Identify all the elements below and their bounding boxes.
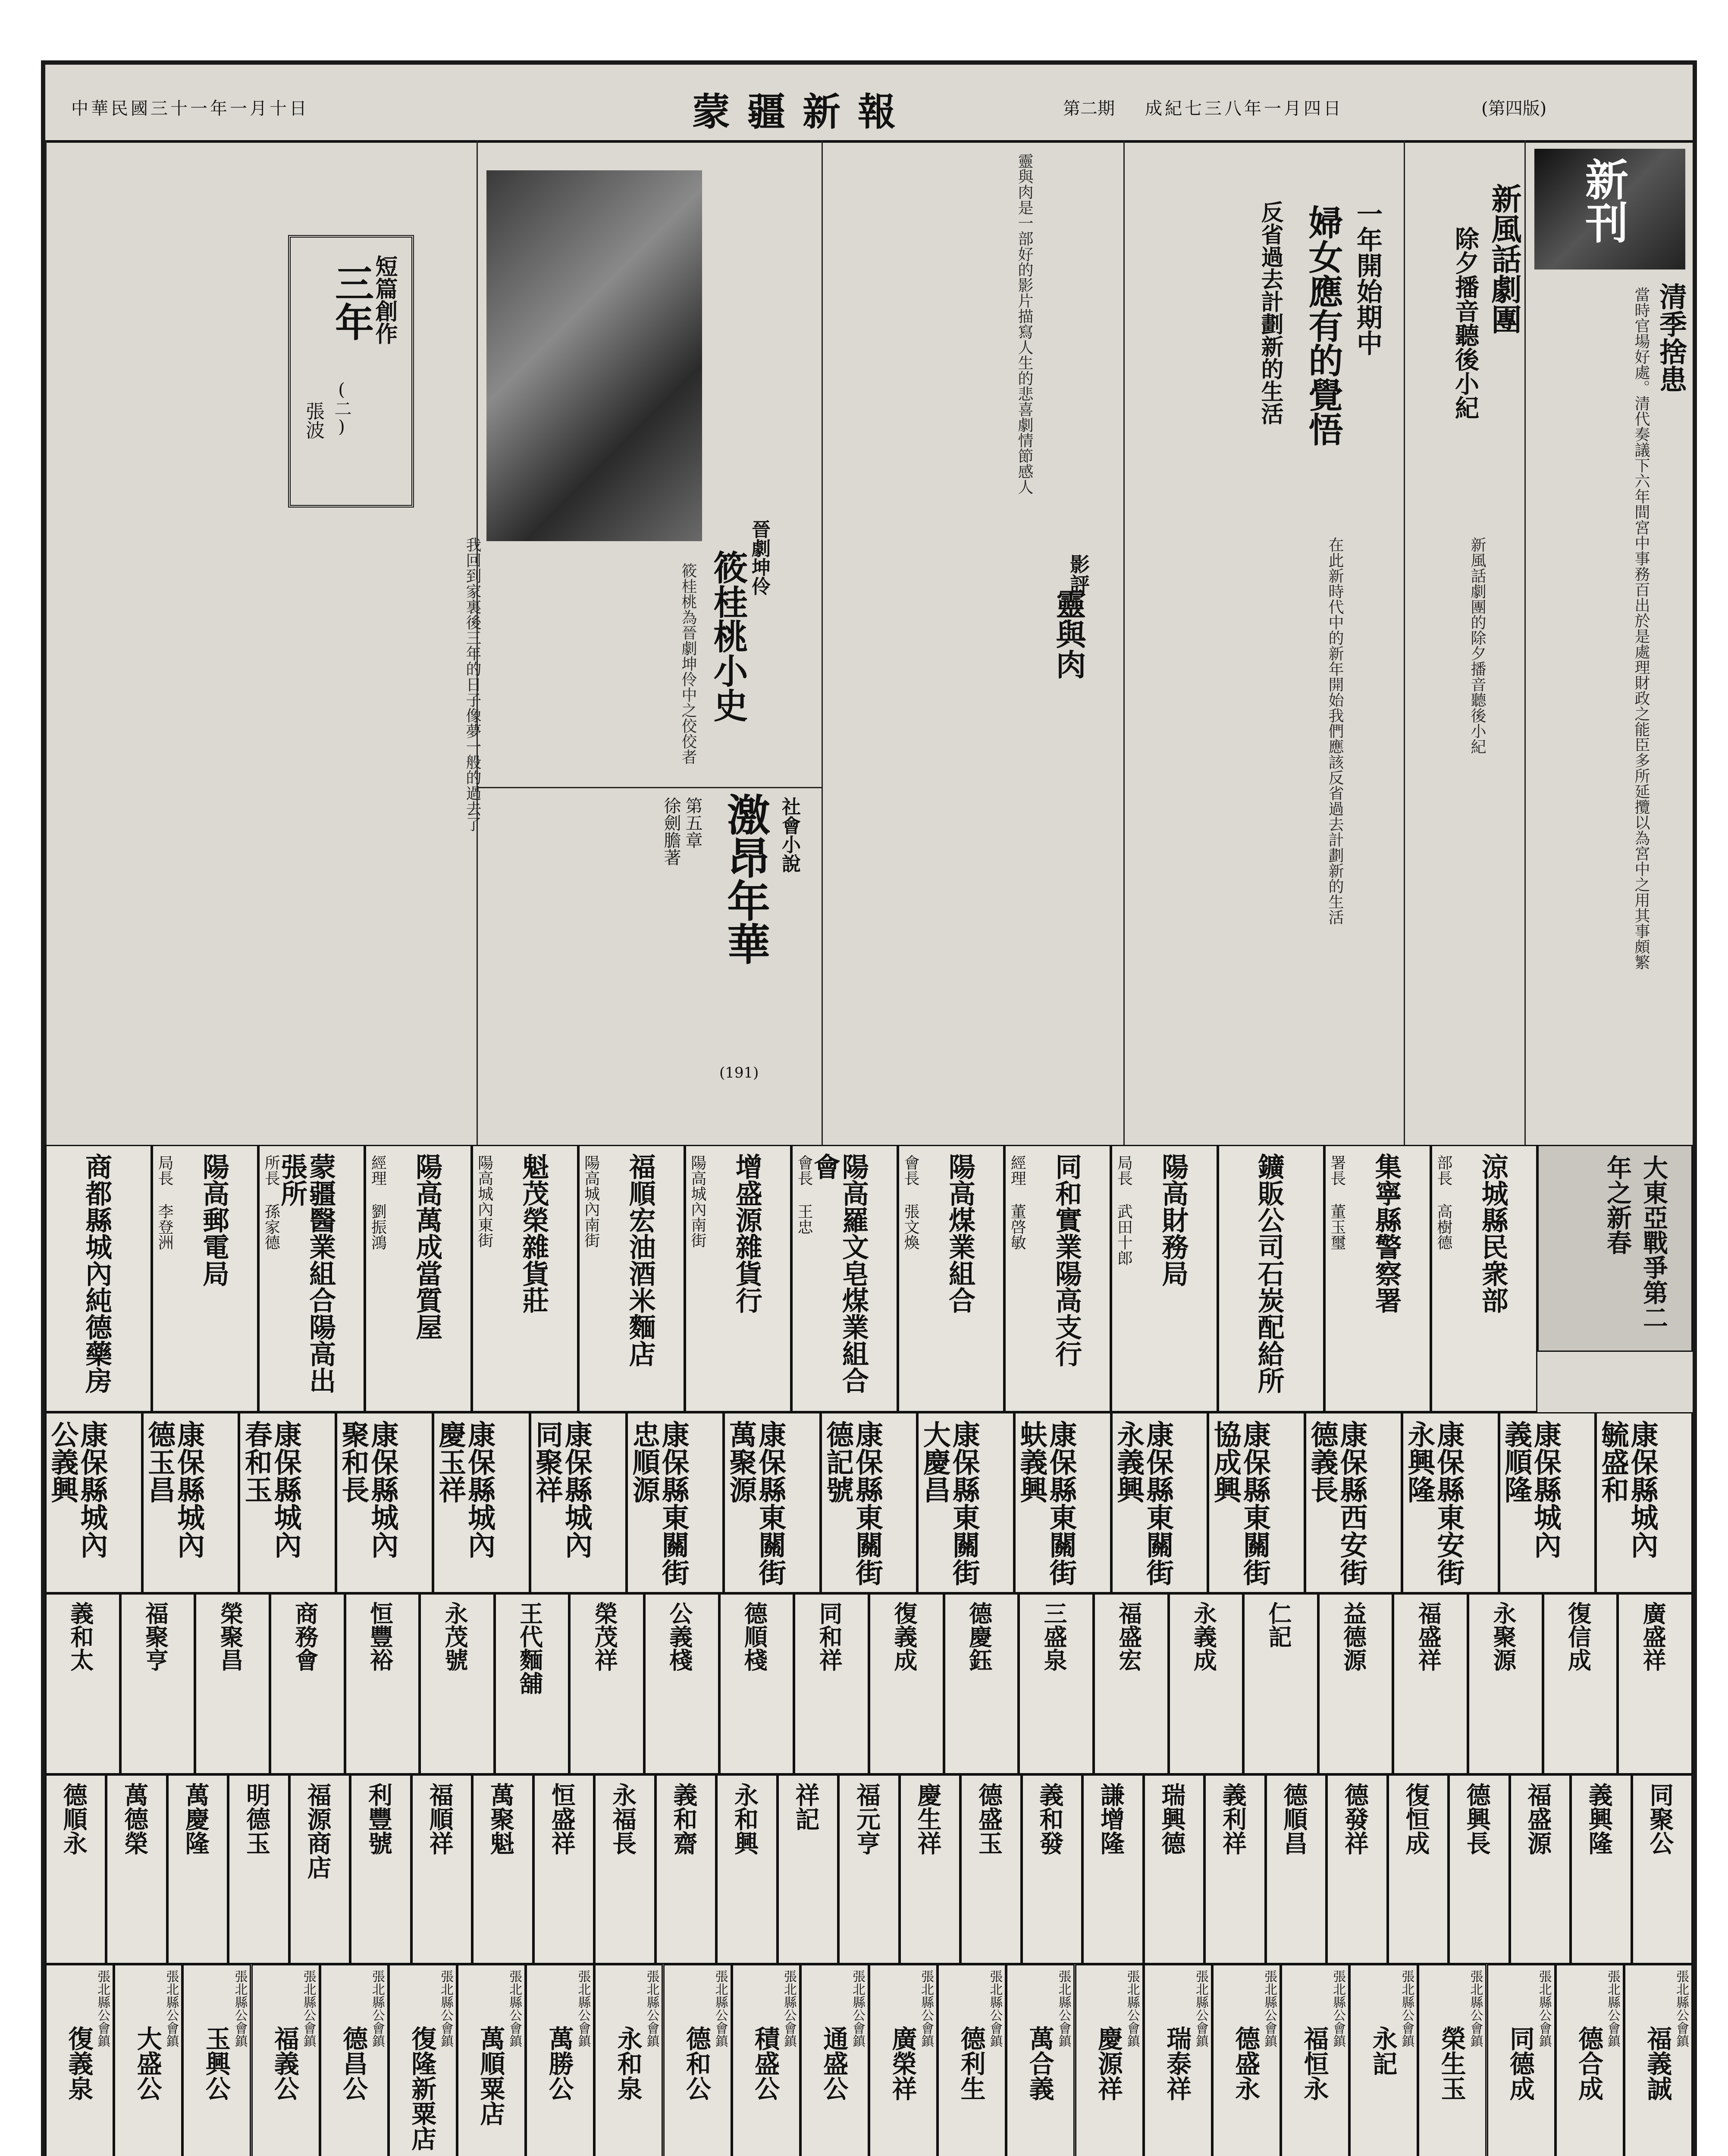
ad-prefix: 張北縣公會鎮 — [1605, 1970, 1620, 2047]
ad-cell — [1243, 1593, 1318, 1774]
ad-cell — [917, 1412, 1014, 1593]
ad-name: 德發祥 — [1340, 1783, 1369, 1855]
advertisement-section — [45, 1145, 1693, 2156]
ad-cell — [869, 1593, 944, 1774]
ad-name: 永福長 — [608, 1783, 637, 1855]
ad-cell — [1556, 1964, 1624, 2156]
ad-name: 德昌公 — [339, 2026, 368, 2101]
ad-name: 慶源祥 — [1093, 2026, 1123, 2101]
ad-cell — [106, 1774, 167, 1964]
series-subtitle: 除夕播音聽後小紀 — [1451, 226, 1480, 420]
ad-name: 福順宏油酒米麵店 — [624, 1153, 656, 1367]
ad-cell — [420, 1593, 495, 1774]
ad-name: 同德成 — [1505, 2026, 1535, 2101]
ad-cell — [791, 1145, 898, 1412]
ad-name: 義和發 — [1035, 1783, 1064, 1855]
ad-cell — [1204, 1774, 1265, 1964]
ad-cell — [594, 1774, 655, 1964]
ad-cell — [270, 1593, 345, 1774]
ad-name: 康保縣西安街 德義長 — [1306, 1420, 1368, 1586]
ad-name: 復隆新粟店 — [407, 2026, 437, 2151]
ad-cell — [167, 1774, 228, 1964]
ad-cell — [1487, 1964, 1556, 2156]
ad-cell — [960, 1774, 1021, 1964]
ad-name: 增盛源雜貨行 — [731, 1153, 763, 1313]
ad-name: 義興隆 — [1584, 1783, 1613, 1855]
ad-cell — [1111, 1145, 1217, 1412]
ad-cell — [182, 1964, 251, 2156]
story-body: 我回到家裏後三年的日子像夢一般的過去了 — [464, 537, 481, 832]
ad-cell — [433, 1412, 530, 1593]
ad-prefix: 張北縣公會鎮 — [987, 1970, 1003, 2047]
ad-row-3 — [45, 1593, 1693, 1774]
note-heading: 清季捨患 — [1655, 282, 1687, 393]
ad-cell — [1094, 1593, 1169, 1774]
ad-cell — [114, 1964, 182, 2156]
ad-cell — [1418, 1964, 1487, 2156]
actress-photo — [486, 170, 702, 541]
ad-prefix: 張北縣公會鎮 — [1330, 1970, 1346, 2047]
ad-cell — [655, 1774, 716, 1964]
novel-number: (191) — [719, 1064, 759, 1081]
ad-cell — [1324, 1145, 1431, 1412]
ad-cell — [685, 1145, 791, 1412]
ad-name: 玉興公 — [201, 2026, 231, 2101]
ad-name: 通盛公 — [819, 2026, 849, 2101]
new-year-banner-text: 大東亞戰爭第二年之新春 — [1603, 1155, 1668, 1330]
ad-name: 萬勝公 — [544, 2026, 574, 2101]
ad-name: 恒豐裕 — [366, 1601, 394, 1671]
ad-cell — [45, 1412, 142, 1593]
ad-cell — [495, 1593, 570, 1774]
ad-sub: 陽高城內東街 — [475, 1155, 493, 1248]
ad-sub: 經理 董啓敏 — [1008, 1155, 1026, 1250]
ad-prefix: 張北縣公會鎮 — [369, 1970, 385, 2047]
film-review — [822, 140, 1123, 1145]
ad-cell — [1281, 1964, 1349, 2156]
column-title: 新刊 — [1578, 157, 1629, 244]
story-box — [288, 235, 414, 508]
ad-row-1 — [45, 1145, 1537, 1412]
story-title: 三年 — [328, 263, 374, 341]
ad-name: 瑞泰祥 — [1162, 2026, 1192, 2101]
ad-prefix: 張北縣公會鎮 — [1124, 1970, 1140, 2047]
ad-cell — [1402, 1412, 1499, 1593]
ad-name: 鑛販公司石炭配給所 — [1253, 1153, 1285, 1394]
ad-cell — [120, 1593, 195, 1774]
ad-prefix: 張北縣公會鎮 — [438, 1970, 453, 2047]
ad-cell — [350, 1774, 411, 1964]
story-part: (二) — [332, 380, 351, 437]
ad-row-5 — [45, 1964, 1693, 2156]
ad-cell — [533, 1774, 594, 1964]
ad-cell — [663, 1964, 732, 2156]
ad-cell — [411, 1774, 472, 1964]
ad-name: 同聚公 — [1646, 1783, 1675, 1855]
ad-prefix: 張北縣公會鎮 — [1261, 1970, 1277, 2047]
ad-name: 德順永 — [59, 1783, 88, 1855]
ad-prefix: 張北縣公會鎮 — [644, 1970, 659, 2047]
ad-sub: 局長 李登洲 — [156, 1155, 174, 1250]
ad-cell — [1618, 1593, 1693, 1774]
ad-name: 陽高煤業組合 — [944, 1153, 976, 1313]
ad-cell — [45, 1593, 120, 1774]
ad-cell — [569, 1593, 644, 1774]
main-headline: 一年開始期中 — [1352, 201, 1383, 356]
ad-name: 復恒成 — [1402, 1783, 1430, 1855]
ad-prefix: 張北縣公會鎮 — [507, 1970, 522, 2047]
story-column — [45, 140, 481, 1145]
story-label: 短篇創作 — [371, 255, 398, 345]
ad-cell — [389, 1964, 457, 2156]
ad-name: 康保縣城內 聚和長 — [337, 1420, 399, 1558]
masthead-strip — [45, 65, 1693, 143]
ad-name: 涼城縣民衆部 — [1477, 1153, 1509, 1313]
ad-cell — [898, 1145, 1004, 1412]
ad-cell — [1624, 1964, 1693, 2156]
ad-name: 德順棧 — [740, 1601, 768, 1671]
ad-sub: 部長 高樹德 — [1434, 1155, 1452, 1250]
ad-cell — [1111, 1412, 1208, 1593]
ad-name: 福順祥 — [425, 1783, 454, 1855]
ad-name: 三盛泉 — [1040, 1601, 1068, 1671]
ad-cell — [365, 1145, 471, 1412]
ad-name: 復信成 — [1564, 1601, 1592, 1671]
novel-chapter: 第五章 — [683, 797, 702, 849]
ad-prefix: 張北縣公會鎮 — [850, 1970, 865, 2047]
ad-cell — [1218, 1145, 1324, 1412]
ad-name: 義利祥 — [1218, 1783, 1247, 1855]
ad-name: 集寧縣警察署 — [1370, 1153, 1402, 1313]
ad-cell — [320, 1964, 389, 2156]
ad-name: 萬合義 — [1025, 2026, 1054, 2101]
ad-name: 同和祥 — [815, 1601, 844, 1671]
ad-cell — [944, 1593, 1019, 1774]
ad-cell — [45, 1964, 114, 2156]
ad-name: 康保縣城內 毓盛和 — [1596, 1420, 1659, 1558]
ad-cell — [1022, 1774, 1082, 1964]
issue-number: 第二期 — [1063, 99, 1115, 119]
date-left: 中華民國三十一年一月十日 — [71, 99, 309, 119]
novel-label: 社會小說 — [778, 797, 800, 873]
ad-sub: 陽高城內南街 — [688, 1155, 706, 1248]
ad-name: 蒙疆醫業組合陽高出張所 — [276, 1153, 336, 1394]
ad-name: 福聚亨 — [141, 1601, 169, 1671]
ad-name: 康保縣城內 慶玉祥 — [434, 1420, 496, 1558]
ad-name: 義和太 — [66, 1601, 94, 1671]
ad-name: 永記 — [1368, 2026, 1398, 2076]
ad-cell — [1082, 1774, 1143, 1964]
main-kicker: 反省過去計劃新的生活 — [1257, 201, 1283, 425]
ad-cell — [526, 1964, 594, 2156]
ad-sub: 經理 劉振鴻 — [369, 1155, 387, 1250]
ad-name: 康保縣東關街 蚨義興 — [1015, 1420, 1077, 1586]
ad-cell — [1075, 1964, 1144, 2156]
ad-name: 福元亨 — [852, 1783, 881, 1855]
ad-cell — [1266, 1774, 1327, 1964]
ad-name: 永和興 — [731, 1783, 759, 1855]
edition-label: (第四版) — [1481, 99, 1547, 119]
ad-name: 謙增隆 — [1096, 1783, 1125, 1855]
drama-title: 筱桂桃小史 — [708, 550, 748, 722]
drama-heading: 晉劇坤伶 — [748, 520, 770, 595]
ad-name: 康保縣城內 公義興 — [46, 1420, 108, 1558]
ad-name: 魁茂榮雜貨莊 — [517, 1153, 549, 1313]
ad-name: 復義成 — [890, 1601, 918, 1671]
ad-cell — [778, 1774, 838, 1964]
ad-name: 公義棧 — [665, 1601, 693, 1671]
ad-sub: 局長 武田十郎 — [1115, 1155, 1133, 1266]
paper-name: 蒙疆新報 — [692, 89, 913, 134]
ad-cell — [472, 1774, 533, 1964]
ad-cell — [195, 1593, 270, 1774]
ad-name: 榮生玉 — [1436, 2026, 1466, 2101]
ad-name: 康保縣城內 同聚祥 — [530, 1420, 593, 1558]
ad-cell — [724, 1412, 821, 1593]
ad-name: 福盛宏 — [1115, 1601, 1143, 1671]
ad-name: 康保縣東關街 德記號 — [822, 1420, 883, 1586]
ad-name: 榮聚昌 — [216, 1601, 245, 1671]
ad-prefix: 張北縣公會鎮 — [1673, 1970, 1689, 2047]
ad-sub: 署長 董玉璽 — [1328, 1155, 1346, 1250]
ad-name: 恒盛祥 — [547, 1783, 576, 1855]
ad-name: 同和實業陽高支行 — [1051, 1153, 1082, 1367]
ad-sub: 陽高城內南街 — [582, 1155, 600, 1248]
ad-cell — [1144, 1774, 1204, 1964]
ad-name: 福盛祥 — [1414, 1601, 1443, 1671]
date-right: 成紀七三八年一月四日 — [1145, 99, 1343, 119]
novel-block — [478, 787, 823, 1133]
ad-cell — [239, 1412, 336, 1593]
ad-name: 康保縣東關街 永義興 — [1112, 1420, 1174, 1586]
ad-name: 德盛玉 — [974, 1783, 1003, 1855]
ad-cell — [578, 1145, 685, 1412]
ad-prefix: 張北縣公會鎮 — [1468, 1970, 1483, 2047]
ad-cell — [258, 1145, 365, 1412]
ad-cell — [938, 1964, 1006, 2156]
ad-sub: 所長 孫家德 — [262, 1155, 280, 1250]
ad-name: 瑞興德 — [1157, 1783, 1186, 1855]
main-headline2: 婦女應有的覺悟 — [1303, 205, 1343, 446]
ad-prefix: 張北縣公會鎮 — [95, 1970, 110, 2047]
ad-cell — [594, 1964, 663, 2156]
ad-prefix: 張北縣公會鎮 — [919, 1970, 934, 2047]
ad-name: 德利生 — [956, 2026, 986, 2101]
ad-cell — [1006, 1964, 1075, 2156]
ad-name: 永茂號 — [441, 1601, 469, 1671]
ad-cell — [1305, 1412, 1402, 1593]
ad-name: 陽高財務局 — [1157, 1153, 1189, 1287]
ad-name: 康保縣東關街 忠順源 — [627, 1420, 690, 1586]
ad-cell — [1571, 1774, 1631, 1964]
ad-cell — [45, 1145, 152, 1412]
ad-cell — [1014, 1412, 1111, 1593]
drama-body: 筱桂桃為晉劇坤伶中之佼佼者 — [679, 563, 697, 765]
ad-name: 永聚源 — [1489, 1601, 1517, 1671]
ad-cell — [1212, 1964, 1281, 2156]
new-year-banner — [1537, 1145, 1693, 1352]
ad-name: 萬慶隆 — [181, 1783, 210, 1855]
ad-cell — [1144, 1964, 1212, 2156]
ad-cell — [644, 1593, 719, 1774]
main-article — [1123, 140, 1404, 1145]
ad-cell — [869, 1964, 938, 2156]
ad-name: 福源商店 — [303, 1783, 332, 1879]
ad-name: 大盛公 — [132, 2026, 162, 2101]
ad-cell — [719, 1593, 794, 1774]
ad-name: 利豐號 — [364, 1783, 393, 1855]
ad-name: 義和齋 — [669, 1783, 698, 1855]
series-body: 新風話劇團的除夕播音聽後小紀 — [1468, 537, 1486, 754]
ad-name: 福義誠 — [1643, 2026, 1672, 2101]
story-author: 張波 — [302, 401, 324, 439]
ad-name: 王代麵舖 — [516, 1601, 544, 1695]
ad-name: 德順昌 — [1280, 1783, 1308, 1855]
ad-cell — [800, 1964, 869, 2156]
ad-cell — [716, 1774, 777, 1964]
ad-name: 陽高羅文皂煤業組合會 — [809, 1153, 869, 1394]
ad-cell — [1169, 1593, 1244, 1774]
ad-name: 仁記 — [1264, 1601, 1292, 1648]
ad-cell — [228, 1774, 289, 1964]
ad-cell — [1543, 1593, 1618, 1774]
ad-name: 康保縣城內 義順隆 — [1499, 1420, 1562, 1558]
ad-cell — [1431, 1145, 1537, 1412]
ad-name: 康保縣東關街 萬聚源 — [724, 1420, 787, 1586]
ad-name: 廣盛祥 — [1639, 1601, 1667, 1671]
ad-name: 德盛永 — [1231, 2026, 1261, 2101]
ad-name: 德興長 — [1462, 1783, 1491, 1855]
drama-column — [477, 140, 822, 1145]
ad-name: 萬德榮 — [120, 1783, 149, 1855]
ad-name: 廣榮祥 — [888, 2026, 917, 2101]
ad-name: 福盛源 — [1524, 1783, 1552, 1855]
ad-prefix: 張北縣公會鎮 — [1056, 1970, 1071, 2047]
newspaper-page — [41, 60, 1697, 2156]
ad-cell — [1349, 1964, 1418, 2156]
ad-name: 康保縣城內 德玉昌 — [143, 1420, 205, 1558]
editorial-section — [45, 140, 1693, 1148]
ad-prefix: 張北縣公會鎮 — [301, 1970, 316, 2047]
ad-cell — [900, 1774, 960, 1964]
ad-cell — [1449, 1774, 1509, 1964]
ad-cell — [1004, 1145, 1111, 1412]
series-title: 新風話劇團 — [1487, 183, 1522, 334]
note-body: 當時官場好處。清代奏議下六年間宮中事務百出於是處理財政之能臣多所延攬以為宮中之用其事頗繁 — [1632, 287, 1650, 970]
ad-prefix: 張北縣公會鎮 — [1536, 1970, 1552, 2047]
ad-cell — [345, 1593, 420, 1774]
ad-prefix: 張北縣公會鎮 — [781, 1970, 797, 2047]
ad-prefix: 張北縣公會鎮 — [1399, 1970, 1414, 2047]
ad-cell — [1510, 1774, 1571, 1964]
ad-name: 康保縣城內 春和玉 — [240, 1420, 302, 1558]
ad-row-2 — [45, 1412, 1693, 1593]
ad-name: 福恒永 — [1299, 2026, 1329, 2101]
ad-cell — [251, 1964, 320, 2156]
ad-prefix: 張北縣公會鎮 — [232, 1970, 248, 2047]
column-masthead — [1524, 140, 1693, 1145]
ad-cell — [1632, 1774, 1693, 1964]
ad-name: 德合成 — [1574, 2026, 1604, 2101]
ad-name: 萬聚魁 — [486, 1783, 515, 1855]
ad-cell — [1468, 1593, 1543, 1774]
film-title: 靈與肉 — [1051, 589, 1087, 679]
ad-cell — [838, 1774, 899, 1964]
film-label: 影評 — [1067, 554, 1090, 594]
ad-sub: 會長 張文煥 — [902, 1155, 920, 1250]
ad-name: 陽高郵電局 — [198, 1153, 230, 1287]
ad-name: 福義公 — [270, 2026, 299, 2101]
ad-name: 德慶鈺 — [965, 1601, 993, 1671]
ad-cell — [142, 1412, 239, 1593]
ad-prefix: 張北縣公會鎮 — [163, 1970, 179, 2047]
ad-name: 永和泉 — [613, 2026, 643, 2101]
ad-cell — [1596, 1412, 1693, 1593]
ad-cell — [794, 1593, 869, 1774]
ad-sub: 會長 王忠 — [795, 1155, 813, 1235]
ad-name: 康保縣東安街 永興隆 — [1403, 1420, 1465, 1586]
ad-cell — [1208, 1412, 1305, 1593]
ad-name: 商務會 — [291, 1601, 319, 1671]
ad-cell — [1388, 1774, 1449, 1964]
main-body: 在此新時代中的新年開始我們應該反省過去計劃新的生活 — [1326, 537, 1344, 925]
ad-cell — [336, 1412, 433, 1593]
ad-cell — [1327, 1774, 1387, 1964]
ad-name: 永義成 — [1190, 1601, 1218, 1671]
ad-cell — [530, 1412, 627, 1593]
ad-name: 慶生祥 — [913, 1783, 942, 1855]
ad-cell — [289, 1774, 350, 1964]
novel-author: 徐劍膽著 — [661, 797, 681, 866]
ad-name: 祥記 — [791, 1783, 820, 1831]
ad-cell — [45, 1774, 106, 1964]
ad-cell — [1499, 1412, 1596, 1593]
ad-cell — [457, 1964, 526, 2156]
ad-prefix: 張北縣公會鎮 — [712, 1970, 728, 2047]
ad-prefix: 張北縣公會鎮 — [575, 1970, 591, 2047]
ad-cell — [1318, 1593, 1393, 1774]
ad-row-4 — [45, 1774, 1693, 1964]
ad-name: 復義泉 — [64, 2026, 94, 2101]
ad-name: 益德源 — [1339, 1601, 1367, 1671]
ad-name: 陽高萬成當質屋 — [411, 1153, 443, 1340]
ad-cell — [152, 1145, 258, 1412]
ad-name: 商都縣城內純德藥房 — [81, 1153, 113, 1394]
ad-name: 萬順粟店 — [476, 2026, 505, 2126]
series-column — [1404, 140, 1524, 1145]
novel-title: 激昂年華 — [720, 793, 771, 965]
ad-cell — [472, 1145, 578, 1412]
ad-cell — [1019, 1593, 1094, 1774]
ad-name: 榮茂祥 — [591, 1601, 619, 1671]
ad-name: 德和公 — [681, 2026, 711, 2101]
ad-cell — [732, 1964, 800, 2156]
ad-name: 積盛公 — [750, 2026, 780, 2101]
ad-cell — [821, 1412, 918, 1593]
ad-name: 康保縣東關街 大慶昌 — [918, 1420, 980, 1586]
ad-prefix: 張北縣公會鎮 — [1193, 1970, 1208, 2047]
ad-cell — [627, 1412, 724, 1593]
ad-cell — [1393, 1593, 1468, 1774]
film-body: 靈與肉是一部好的影片描寫人生的悲喜劇情節感人 — [1016, 153, 1033, 495]
ad-name: 康保縣東關街 協成興 — [1209, 1420, 1271, 1586]
ad-name: 明德玉 — [242, 1783, 271, 1855]
